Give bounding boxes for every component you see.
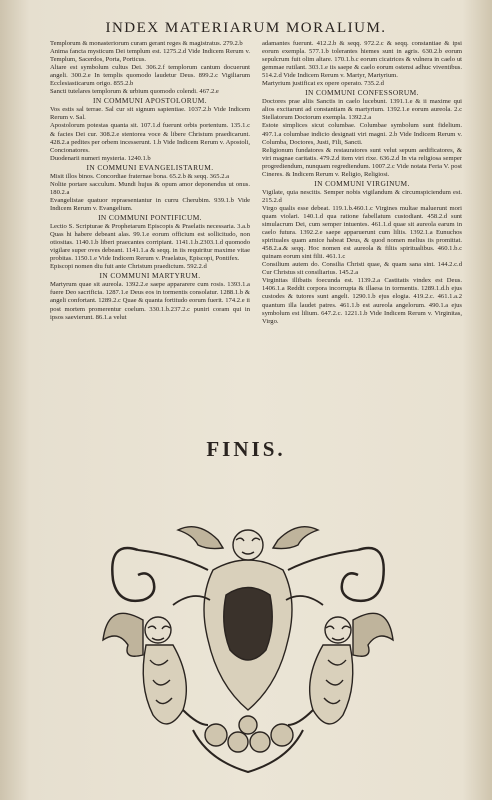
index-entry: adamantes fuerunt. 412.2.b & seqq. 972.2.c & seqq. constantiae & ipsi eorum exempla. 577.1.b tolerantes hiemes sunt in agris. 630.2.b eorum sepulcrum fuit olim altare. 170.1.b.c eorum cicatrices & vulnera in caelo ut gemmae rutilant. 303.1.e iis saepe & caelo eorum ostensi adhuc viventibus. 514.2.d Vide Indicem Rerum v. Martyr, Martyrium. — [262, 40, 462, 80]
index-entry: Templorum & monasteriorum curam gerant reges & magistratus. 279.2.b — [50, 40, 243, 47]
index-entry: Virginitas illibatis foecunda est. 1139.2.a Castitatis vindex est Deus. 1406.1.a Reddit corpora incorrupta & illaesa in tormentis. 1289.1.d.h ejus custodes & tutores sunt angeli. 1290.1.b ejus elogia. 419.2.c. 461.1.a.2 quantum illa laudet patres. 461.1.b est aureola angelorum. 490.1.a ejus symbolum est lilium. 647.2.c. 1221.1.b Vide Indicem Rerum v. Virginitas, Virgo. — [262, 277, 462, 325]
section-heading: IN COMMUNI VIRGINUM. — [314, 178, 410, 188]
index-entry: Anima fancta mysticum Dei templum est. 1275.2.d Vide Indicem Rerum v. Templum, Sacerdos, Porta, Porticus. — [50, 48, 250, 64]
index-entry: Virgo qualis esse debeat. 119.1.b.460.1.c Virgines multae maluerunt mori quam violari. 140.1.d qua ratione fabellatum custodiant. 458.2.d sunt simulacrum Dei, cum semper intuentes. 461.1.d quae sit aureola earum in caelo futura. 1392.2.e saepe apparuerunt cum liliis. 1392.1.a Eunuchos spirituales quam amice habeat Deus, & quod nomen melius iis promittat. 458.2.a.& seqq. Hoc nomen est aureola & filiis spiritualibus. 460.1.b.c quinam eorum sint filii. 461.1.c — [262, 204, 462, 261]
index-entry: Apostolorum potestas quanta sit. 107.1.d fuerunt orbis portentum. 135.1.c & facies Dei cur. 308.2.e stentorea voce & libere Christum praedicarunt. 428.2.a pedites per orbem incesserunt. 1.b Vide Indicem Rerum v. Apostoli, Concionatores. — [50, 122, 250, 154]
left-column — [50, 40, 250, 425]
index-columns — [50, 40, 462, 425]
woodcut-tailpiece-ornament — [98, 510, 398, 780]
index-entry: Doctores prae aliis Sanctis in caelo lucebunt. 1391.1.e & ii maxime qui alios excitarunt ad constantiam & martyrium. 1392.1.e eorum aureola. 2.c Stellatorum Doctorum exempla. 1392.2.a — [262, 98, 462, 122]
index-entry: Vos estis sal terrae. Sal cur sit signum sapientiae. 1037.2.b Vide Indicem Rerum v. Sal. — [50, 106, 250, 122]
index-entry: Evangelistae quatuor repraesentantur in curru Cherubim. 939.1.b Vide Indicem Rerum v. Evangelium. — [50, 196, 250, 212]
section-heading: IN COMMUNI MARTYRUM. — [99, 271, 201, 281]
section-heading: IN COMMUNI CONFESSORUM. — [305, 88, 419, 98]
index-entry: Lectio S. Scripturae & Prophetarum Episcopis & Praelatis necessaria. 3.a.b Quas hi habere debeant alas. 99.1.e eorum officium est sollicitudo, non otiositas. 1140.1.b liberi praecantes corripiant. 1141.1.b.2303.1.d quomodo vigilare super oves debeant. 1141.1.a & seqq. in iis requiritur maxime vitae probitas. 1150.1.e Vide Indicem Rerum v. Praelatus, Episcopi, Pontifex. — [50, 223, 250, 263]
index-entry: Consilium autem do. Consilia Christi quae, & quam sana sint. 144.2.c.d Cur Christus sit consiliarius. 145.2.a — [262, 261, 462, 277]
finis-heading: FINIS. — [206, 437, 286, 461]
page-title: INDEX MATERIARUM MORALIUM. — [105, 20, 387, 36]
index-entry: Religionum fundatores & restauratores sunt velut sepum aedificatores, & viri magnae caritatis. 479.2.d item viri rixe. 636.2.d In via religiosa semper progrediendum, nunquam regrediendum. 1007.2.c Vide notata Feria V. post Cineres. & Indicem Rerum v. Religio, Religiosi. — [262, 146, 462, 178]
section-heading: IN COMMUNI EVANGELISTARUM. — [86, 162, 214, 172]
index-entry: Martyrium justificat ex opere operato. 735.2.d — [262, 80, 384, 88]
index-entry: Estote simplices sicut columbae. Columbae symbolum sunt fidelium. 497.1.a columbae indicio designati viri magni. 2.b Vide Indicem Rerum v. Columba, Doctores, Justi, Fili, Sancti. — [262, 122, 462, 146]
index-entry: Vigilate, quia nescitis. Semper nobis vigilandum & circumspiciendum est. 215.2.d — [262, 188, 462, 204]
index-entry: Martyrum quae sit aureola. 1392.2.e saepe appararere cum rosis. 1393.1.a fuere Deo sacrificia. 1287.1.e Deus eos in tormentis consolatur. 1288.1.b & angeli confortant. 1289.2.c Quae & quanta fortitudo eorum fuerit. 174.2.e ii post mortem promerentur coelum. 330.1.b.237.2.c puniri coram qui in ipsos saevierunt. 86.1.a velut — [50, 281, 250, 321]
index-entry: Episcopi nomen diu fuit ante Christum praedictum. 592.2.d — [50, 263, 207, 271]
index-entry: Nolite portare sacculum. Mundi hujus & opum amor deponendus ut onus. 180.2.a — [50, 180, 250, 196]
index-entry: Misit illos binos. Concordiae fraternae bona. 65.2.b & seqq. 365.2.a — [50, 172, 230, 180]
section-heading: IN COMMUNI APOSTOLORUM. — [93, 96, 207, 106]
right-column — [262, 40, 462, 425]
index-entry: Sancti tutelares templorum & urbium quomodo colendi. 467.2.e — [50, 88, 219, 96]
index-entry: Duodenarii numeri mysteria. 1240.1.b — [50, 154, 151, 162]
section-heading: IN COMMUNI PONTIFICUM. — [98, 212, 202, 222]
index-entry: Altare est symbolum cultus Dei. 306.2.f templorum cantum docuerunt angeli. 300.2.e In templis quomodo laudetur Deus. 899.2.c Vigiliarum Ecclesiasticarum origo. 855.2.b — [50, 64, 250, 88]
